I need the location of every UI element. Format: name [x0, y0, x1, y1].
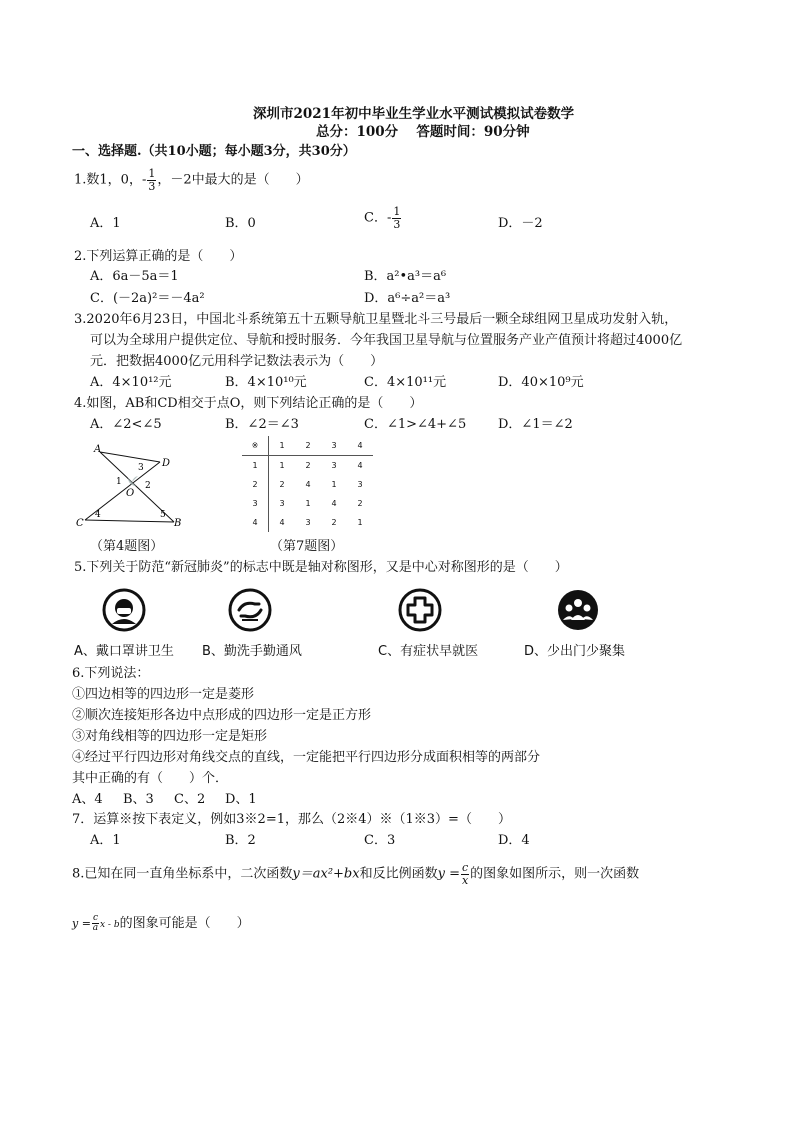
q7-option-b[interactable]: B．2 — [225, 833, 256, 848]
table-cell: 4 — [242, 513, 269, 532]
table-cell: 2 — [331, 518, 337, 527]
page-title: 深圳市2021年初中毕业生学业水平测试模拟试卷数学 — [253, 106, 575, 122]
q5-option-c[interactable]: C、有症状早就医 — [378, 644, 479, 659]
question-5: 5.下列关于防范“新冠肺炎”的标志中既是轴对称图形，又是中心对称图形的是（ ） — [74, 560, 568, 575]
handwash-icon — [228, 588, 272, 632]
q6-option-a[interactable]: A、4 — [72, 792, 103, 807]
table-cell: 1 — [357, 518, 363, 527]
q7-table-caption: （第7题图） — [270, 539, 344, 554]
q2-option-b[interactable]: B．a²•a³＝a⁶ — [364, 269, 447, 284]
question-6: 6.下列说法： — [72, 666, 150, 681]
q1-stem: 1.数1，0， — [74, 172, 142, 188]
table-cell: 1 — [331, 480, 337, 489]
question-1: 1.数1，0，- $\frac{1}{3}$ ，－2中最大的是（ ） — [74, 167, 309, 193]
question-8-line2: y = $\frac{c}{a}$ x - b的图象可能是（ ） — [72, 912, 250, 933]
q2-option-a[interactable]: A．6a－5a＝1 — [90, 269, 179, 284]
table-cell: 4 — [357, 461, 363, 470]
label-b: B — [174, 518, 182, 529]
q1-option-b[interactable]: B．0 — [225, 216, 256, 231]
q6-option-b[interactable]: B、3 — [123, 792, 154, 807]
q7-option-a[interactable]: A．1 — [90, 833, 121, 848]
question-3-line2: 可以为全球用户提供定位、导航和授时服务．今年我国卫星导航与位置服务产业产值预计将超过4000亿 — [90, 333, 683, 348]
q3-option-c[interactable]: C．4×10¹¹元 — [364, 375, 447, 390]
q7-option-c[interactable]: C．3 — [364, 833, 396, 848]
q6-statement-4: ④经过平行四边形对角线交点的直线，一定能把平行四边形分成面积相等的两部分 — [72, 750, 541, 765]
mask-person-icon — [102, 588, 146, 632]
q3-option-b[interactable]: B．4×10¹⁰元 — [225, 375, 307, 390]
page-subtitle: 总分：100分 答题时间：90分钟 — [316, 124, 530, 140]
label-2: 2 — [145, 481, 151, 491]
label-1: 1 — [116, 477, 122, 487]
table-row — [242, 475, 373, 494]
q1-option-d[interactable]: D．－2 — [498, 216, 543, 231]
table-cell: 4 — [279, 518, 285, 527]
label-3: 3 — [138, 463, 144, 473]
q2-option-c[interactable]: C．(－2a)²＝－4a² — [90, 291, 205, 306]
q6-statement-3: ③对角线相等的四边形一定是矩形 — [72, 729, 268, 744]
table-cell: ※ — [242, 436, 269, 456]
table-cell: 4 — [305, 480, 311, 489]
label-4: 4 — [95, 510, 101, 520]
label-c: C — [76, 518, 84, 529]
q2-option-d[interactable]: D．a⁶÷a²＝a³ — [364, 291, 451, 306]
q1-stem-end: ，－2中最大的是（ ） — [157, 172, 309, 188]
table-cell: 2 — [305, 461, 311, 470]
table-row — [242, 456, 373, 476]
table-cell: 3 — [331, 461, 337, 470]
q3-option-a[interactable]: A．4×10¹²元 — [90, 375, 172, 390]
table-cell: 3 — [305, 518, 311, 527]
table-cell: 4 — [347, 436, 373, 456]
table-row — [242, 436, 373, 456]
table-cell: 4 — [331, 499, 337, 508]
label-a: A — [94, 444, 102, 455]
question-8-line1: 8.已知在同一直角坐标系中，二次函数y＝ax²+bx和反比例函数y = $\frac{c}{x}$ 的图象如图所示，则一次函数 — [72, 861, 640, 887]
table-cell: 3 — [321, 436, 347, 456]
table-cell: 1 — [279, 461, 285, 470]
q6-option-c[interactable]: C、2 — [174, 792, 206, 807]
q4-figure — [70, 440, 190, 530]
table-cell: 1 — [242, 456, 269, 476]
q4-option-d[interactable]: D．∠1＝∠2 — [498, 417, 573, 432]
q4-figure-caption: （第4题图） — [90, 539, 164, 554]
label-o: O — [126, 488, 135, 499]
label-d: D — [162, 458, 171, 469]
table-cell: 1 — [269, 436, 296, 456]
table-row — [242, 494, 373, 513]
medical-cross-icon — [398, 588, 442, 632]
q6-statement-1: ①四边相等的四边形一定是菱形 — [72, 687, 255, 702]
q6-option-d[interactable]: D、1 — [225, 792, 257, 807]
section-heading: 一、选择题.（共10小题；每小题3分，共30分） — [72, 144, 356, 159]
q1-option-a[interactable]: A．1 — [90, 216, 121, 231]
question-7: 7．运算※按下表定义，例如3※2=1，那么（2※4）※（1※3）=（ ） — [72, 812, 511, 827]
table-cell: 1 — [305, 499, 311, 508]
q1-fraction: $\frac{1}{3}$ — [148, 167, 156, 193]
table-cell: 2 — [357, 499, 363, 508]
q4-option-a[interactable]: A．∠2<∠5 — [90, 417, 162, 432]
table-row — [242, 513, 373, 532]
q5-option-d[interactable]: D、少出门少聚集 — [524, 644, 626, 659]
table-cell: 3 — [357, 480, 363, 489]
q5-option-b[interactable]: B、勤洗手勤通风 — [202, 644, 302, 659]
question-3-line3: 元．把数据4000亿元用科学记数法表示为（ ） — [90, 354, 384, 369]
q3-option-d[interactable]: D．40×10⁹元 — [498, 375, 584, 390]
q4-option-c[interactable]: C．∠1>∠4+∠5 — [364, 417, 467, 432]
q4-option-b[interactable]: B．∠2＝∠3 — [225, 417, 299, 432]
q6-tail: 其中正确的有（ ）个． — [72, 771, 229, 786]
q7-table-figure — [242, 436, 373, 532]
table-cell: 2 — [242, 475, 269, 494]
table-cell: 2 — [279, 480, 285, 489]
q5-option-a[interactable]: A、戴口罩讲卫生 — [74, 644, 174, 659]
question-2: 2.下列运算正确的是（ ） — [74, 249, 243, 264]
q1-option-c[interactable]: C．- $\frac{1}{3}$ — [364, 205, 401, 231]
crowd-icon — [556, 588, 600, 632]
question-4: 4.如图，AB和CD相交于点O，则下列结论正确的是（ ） — [74, 396, 423, 411]
q7-table — [242, 436, 373, 532]
table-cell: 3 — [242, 494, 269, 513]
table-cell: 2 — [295, 436, 321, 456]
q7-option-d[interactable]: D．4 — [498, 833, 530, 848]
q6-statement-2: ②顺次连接矩形各边中点形成的四边形一定是正方形 — [72, 708, 372, 723]
table-cell: 3 — [279, 499, 285, 508]
question-3-line1: 3.2020年6月23日，中国北斗系统第五十五颗导航卫星暨北斗三号最后一颗全球组网卫星成功发射入轨， — [74, 312, 678, 327]
label-5: 5 — [160, 510, 166, 520]
q8-quadratic: y＝ax²+bx — [292, 866, 360, 882]
